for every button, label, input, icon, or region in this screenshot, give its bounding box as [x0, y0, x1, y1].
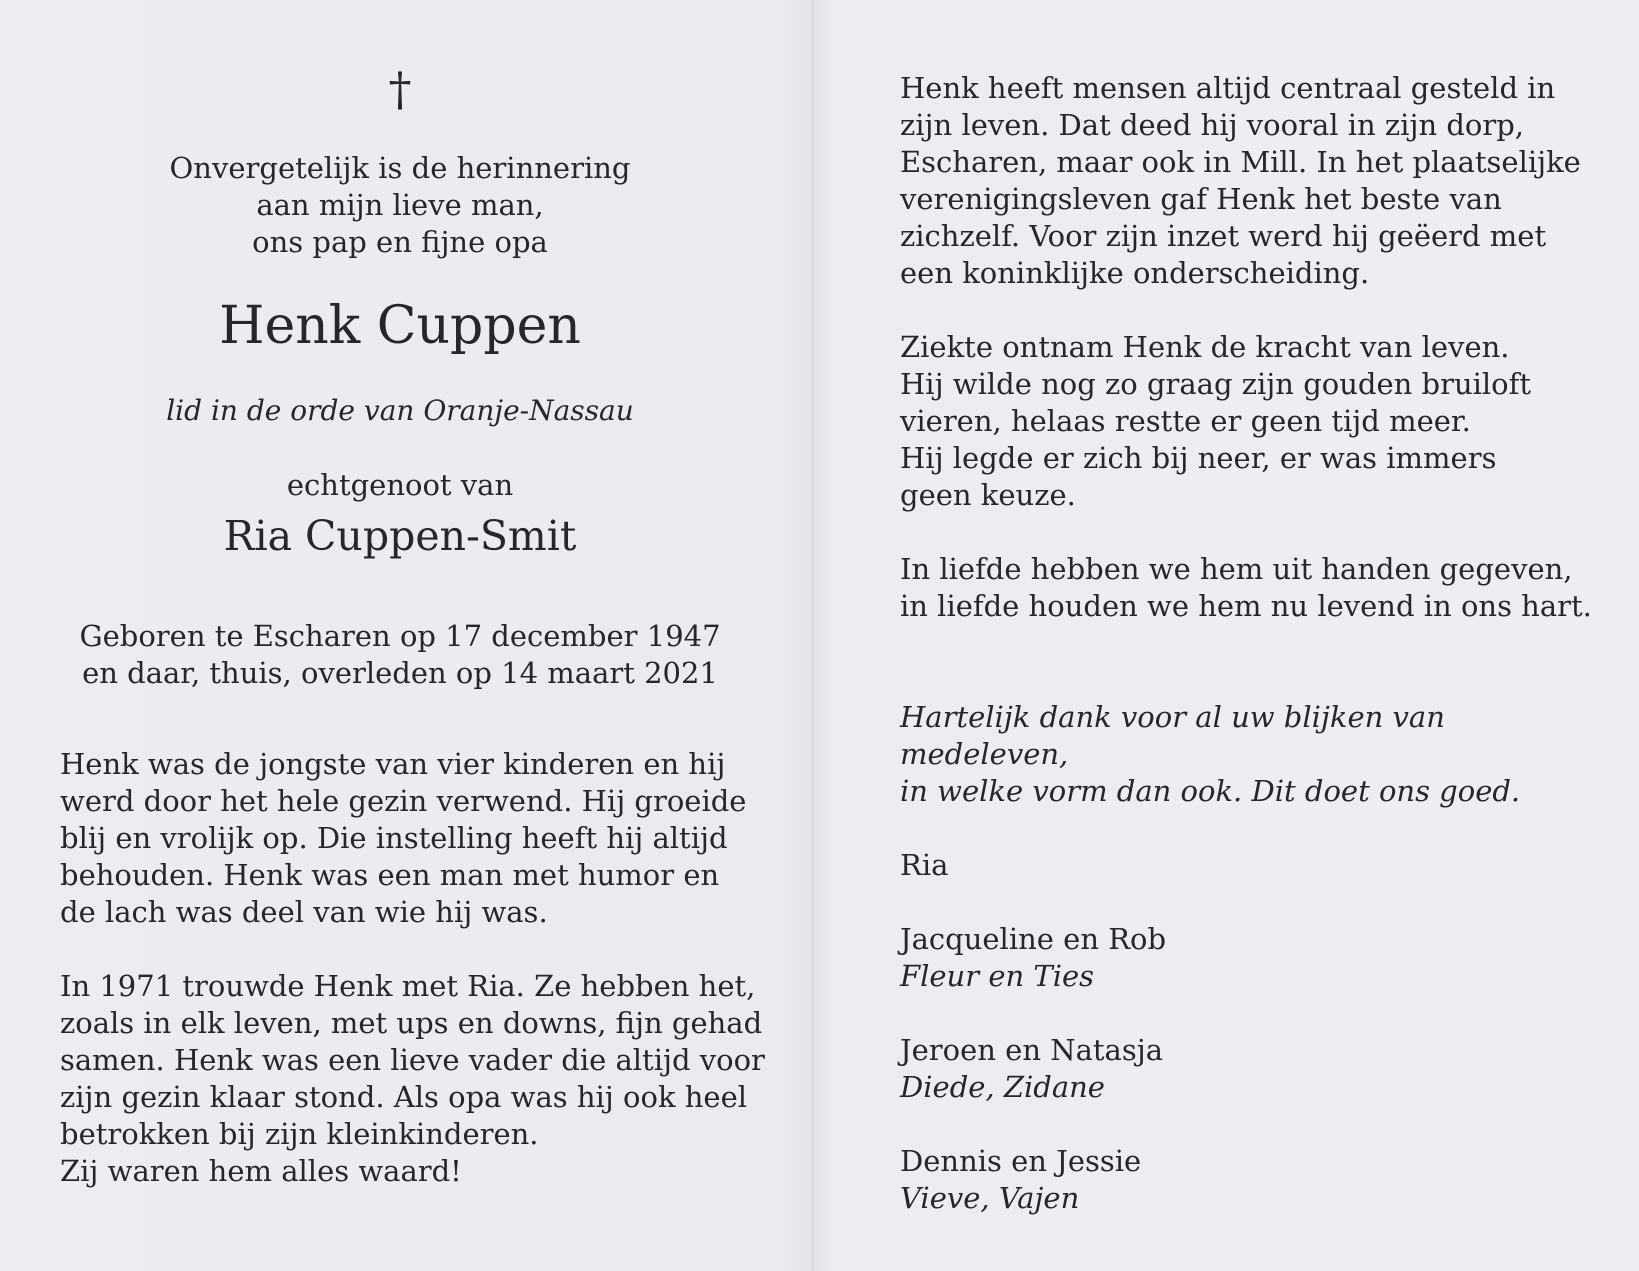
text-line: vieren, helaas restte er geen tijd meer. [900, 404, 1471, 438]
bio-paragraph-2 [60, 968, 780, 1190]
text-line: zijn leven. Dat deed hij vooral in zijn dorp, [900, 108, 1525, 142]
text-line: behouden. Henk was een man met humor en [60, 858, 720, 892]
family-names: Dennis en Jessie [900, 1144, 1142, 1178]
right-page [900, 70, 1620, 1254]
text-line: In 1971 trouwde Henk met Ria. Ze hebben het, [60, 969, 756, 1003]
family-names: Ria [900, 848, 949, 882]
text-line: Zij waren hem alles waard! [60, 1154, 462, 1188]
text-line: blij en vrolijk op. Die instelling heeft hij altijd [60, 821, 728, 855]
family-entry [900, 1143, 1620, 1217]
order-text: lid in de orde van Oranje-Nassau [166, 394, 634, 427]
text-line: zijn gezin klaar stond. Als opa was hij ook heel [60, 1080, 748, 1114]
life-paragraph [900, 70, 1620, 292]
text-line: verenigingsleven gaf Henk het beste van [900, 182, 1502, 216]
text-line: Ziekte ontnam Henk de kracht van leven. [900, 330, 1510, 364]
card-fold [812, 0, 814, 1271]
grandchildren-names: Fleur en Ties [900, 959, 1095, 993]
cross-icon: † [388, 62, 412, 116]
grandchildren-names: Vieve, Vajen [900, 1181, 1080, 1215]
love-paragraph [900, 551, 1620, 625]
death-line: en daar, thuis, overleden op 14 maart 2021 [82, 656, 718, 690]
spouse-label: echtgenoot van [286, 468, 514, 502]
text-line: Henk heeft mensen altijd centraal gesteld in [900, 71, 1556, 105]
family-entry [900, 921, 1620, 995]
text-line: in liefde houden we hem nu levend in ons hart. [900, 589, 1592, 623]
text-line: samen. Henk was een lieve vader die altijd voor [60, 1043, 765, 1077]
bio-paragraph-1 [60, 746, 780, 931]
text-line: Hij wilde nog zo graag zijn gouden bruiloft [900, 367, 1532, 401]
family-names: Jacqueline en Rob [900, 922, 1167, 956]
text-line: Escharen, maar ook in Mill. In het plaatselijke [900, 145, 1581, 179]
text-line: geen keuze. [900, 478, 1076, 512]
text-line: betrokken bij zijn kleinkinderen. [60, 1117, 539, 1151]
text-line: een koninklijke onderscheiding. [900, 256, 1370, 290]
text-line: Hij legde er zich bij neer, er was immers [900, 441, 1497, 475]
text-line: zoals in elk leven, met ups en downs, fijn gehad [60, 1006, 763, 1040]
intro-text [0, 150, 800, 261]
birth-line: Geboren te Escharen op 17 december 1947 [79, 619, 721, 653]
life-dates [0, 618, 800, 692]
biography [60, 746, 780, 1227]
intro-line: Onvergetelijk is de herinnering [169, 151, 631, 185]
family-entry [900, 847, 1620, 884]
family-names: Jeroen en Natasja [900, 1033, 1163, 1067]
intro-line: ons pap en fijne opa [252, 225, 548, 259]
text-line: zichzelf. Voor zijn inzet werd hij geëerd met [900, 219, 1547, 253]
text-line: in welke vorm dan ook. Dit doet ons goed. [900, 774, 1521, 808]
text-line: werd door het hele gezin verwend. Hij groeide [60, 784, 747, 818]
text-line: Henk was de jongste van vier kinderen en hij [60, 747, 726, 781]
deceased-name: Henk Cuppen [219, 296, 581, 356]
intro-line: aan mijn lieve man, [256, 188, 544, 222]
grandchildren-names: Diede, Zidane [900, 1070, 1105, 1104]
illness-paragraph [900, 329, 1620, 514]
text-line: de lach was deel van wie hij was. [60, 895, 548, 929]
text-line: In liefde hebben we hem uit handen gegeven, [900, 552, 1573, 586]
thanks-paragraph [900, 699, 1620, 810]
text-line: Hartelijk dank voor al uw blijken van medeleven, [900, 700, 1445, 771]
family-entry [900, 1032, 1620, 1106]
spouse-name: Ria Cuppen-Smit [223, 512, 577, 560]
